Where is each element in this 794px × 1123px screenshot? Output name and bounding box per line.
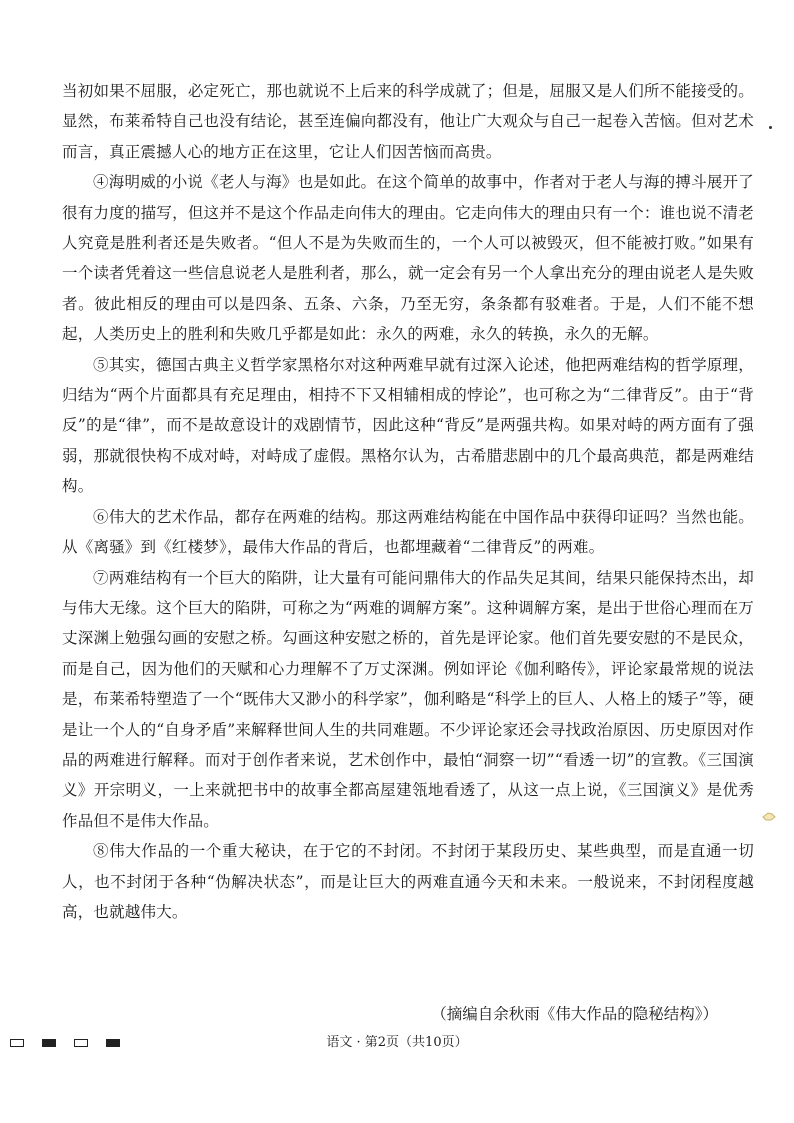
page-footer: 语文 · 第2页（共10页） — [326, 1035, 468, 1050]
paragraph-4: ④海明威的小说《老人与海》也是如此。在这个简单的故事中，作者对于老人与海的搏斗展开了很有力度的描写，但这并不是这个作品走向伟大的理由。它走向伟大的理由只有一个：谁也说不清老人究竟是胜利者还是失败者。“但人不是为失败而生的，一个人可以被毁灭，但不能被打败。”如果有一个读者凭着这一些信息说老人是胜利者，那么，就一定会有另一个人拿出充分的理由说老人是失败者。彼此相反的理由可以是四条、五条、六条，乃至无穷，条条都有驳难者。于是，人们不能不想起，人类历史上的胜利和失败几乎都是如此：永久的两难，永久的转换，永久的无解。 — [62, 173, 754, 344]
hand-pointer-icon — [762, 810, 776, 822]
source-citation: （摘编自余秋雨《伟大作品的隐秘结构》） — [431, 1005, 718, 1023]
paragraph-continued: 当初如果不屈服，必定死亡，那也就说不上后来的科学成就了；但是，屈服又是人们所不能接受的。显然，布莱希特自己也没有结论，甚至连偏向都没有，他让广大观众与自己一起卷入苦恼。但对艺术而言，真正震撼人心的地方正在这里，它让人们因苦恼而高贵。 — [62, 82, 754, 161]
scan-speck — [769, 126, 772, 129]
paragraph-8: ⑧伟大作品的一个重大秘诀，在于它的不封闭。不封闭于某段历史、某些典型，而是直通一切人，也不封闭于各种“伪解决状态”，而是让巨大的两难直通今天和未来。一般说来，不封闭程度越高，也就越伟大。 — [62, 842, 754, 921]
article-body — [62, 76, 754, 927]
paragraph-5: ⑤其实，德国古典主义哲学家黑格尔对这种两难早就有过深入论述，他把两难结构的哲学原理，归结为“两个片面都具有充足理由，相持不下又相辅相成的悖论”，也可称之为“二律背反”。由于“背反”的是“律”，而不是故意设计的戏剧情节，因此这种“背反”是两强共构。如果对峙的两方面有了强弱，那就很快构不成对峙，对峙成了虚假。黑格尔认为，古希腊悲剧中的几个最高典范，都是两难结构。 — [62, 355, 754, 496]
paragraph-7: ⑦两难结构有一个巨大的陷阱，让大量有可能问鼎伟大的作品失足其间，结果只能保持杰出，却与伟大无缘。这个巨大的陷阱，可称之为“两难的调解方案”。这种调解方案，是出于世俗心理而在万丈深渊上勉强勾画的安慰之桥。勾画这种安慰之桥的，首先是评论家。他们首先要安慰的不是民众，而是自己，因为他们的天赋和心力理解不了万丈深渊。例如评论《伽利略传》，评论家最常规的说法是，布莱希特塑造了一个“既伟大又渺小的科学家”，伽利略是“科学上的巨人、人格上的矮子”等，硬是让一个人的“自身矛盾”来解释世间人生的共同难题。不少评论家还会寻找政治原因、历史原因对作品的两难进行解释。而对于创作者来说，艺术创作中，最怕“洞察一切”“看透一切”的宣教。《三国演义》开宗明义，一上来就把书中的故事全都高屋建瓴地看透了，从这一点上说，《三国演义》是优秀作品但不是伟大作品。 — [62, 568, 754, 830]
paragraph-6: ⑥伟大的艺术作品，都存在两难的结构。那这两难结构能在中国作品中获得印证吗？当然也能。从《离骚》到《红楼梦》，最伟大作品的背后，也都埋藏着“二律背反”的两难。 — [62, 507, 754, 557]
